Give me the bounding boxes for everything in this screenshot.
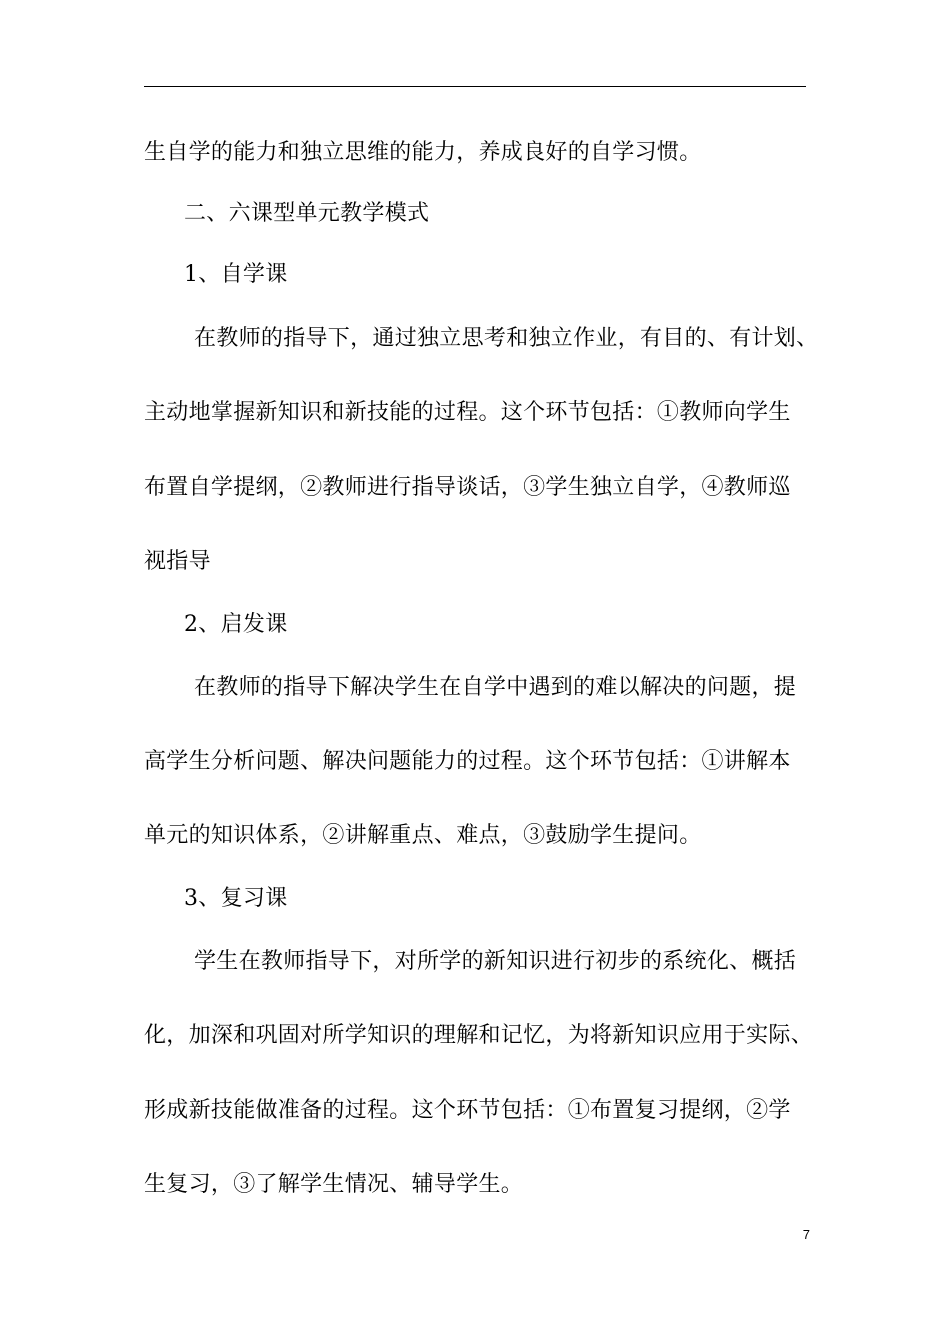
body-line: 主动地掌握新知识和新技能的过程。这个环节包括：①教师向学生: [144, 400, 791, 425]
subsection-heading: 2、启发课: [184, 612, 288, 637]
body-line: 化，加深和巩固对所学知识的理解和记忆，为将新知识应用于实际、: [144, 1023, 814, 1048]
body-line: 生复习，③了解学生情况、辅导学生。: [144, 1172, 524, 1197]
subsection-heading: 3、复习课: [184, 886, 288, 911]
body-line: 在教师的指导下解决学生在自学中遇到的难以解决的问题，提: [194, 675, 797, 700]
subsection-heading: 1、自学课: [184, 262, 288, 287]
body-line: 学生在教师指导下，对所学的新知识进行初步的系统化、概括: [194, 949, 797, 974]
body-line: 视指导: [144, 549, 211, 574]
header-rule: [144, 86, 806, 87]
body-line: 高学生分析问题、解决问题能力的过程。这个环节包括：①讲解本: [144, 749, 791, 774]
body-line: 在教师的指导下，通过独立思考和独立作业，有目的、有计划、: [194, 326, 819, 351]
section-heading: 二、六课型单元教学模式: [184, 201, 430, 226]
body-line: 形成新技能做准备的过程。这个环节包括：①布置复习提纲，②学: [144, 1098, 791, 1123]
page-number: 7: [802, 1227, 810, 1242]
body-line: 布置自学提纲，②教师进行指导谈话，③学生独立自学，④教师巡: [144, 475, 791, 500]
body-line: 生自学的能力和独立思维的能力，养成良好的自学习惯。: [144, 140, 702, 165]
body-line: 单元的知识体系，②讲解重点、难点，③鼓励学生提问。: [144, 823, 702, 848]
